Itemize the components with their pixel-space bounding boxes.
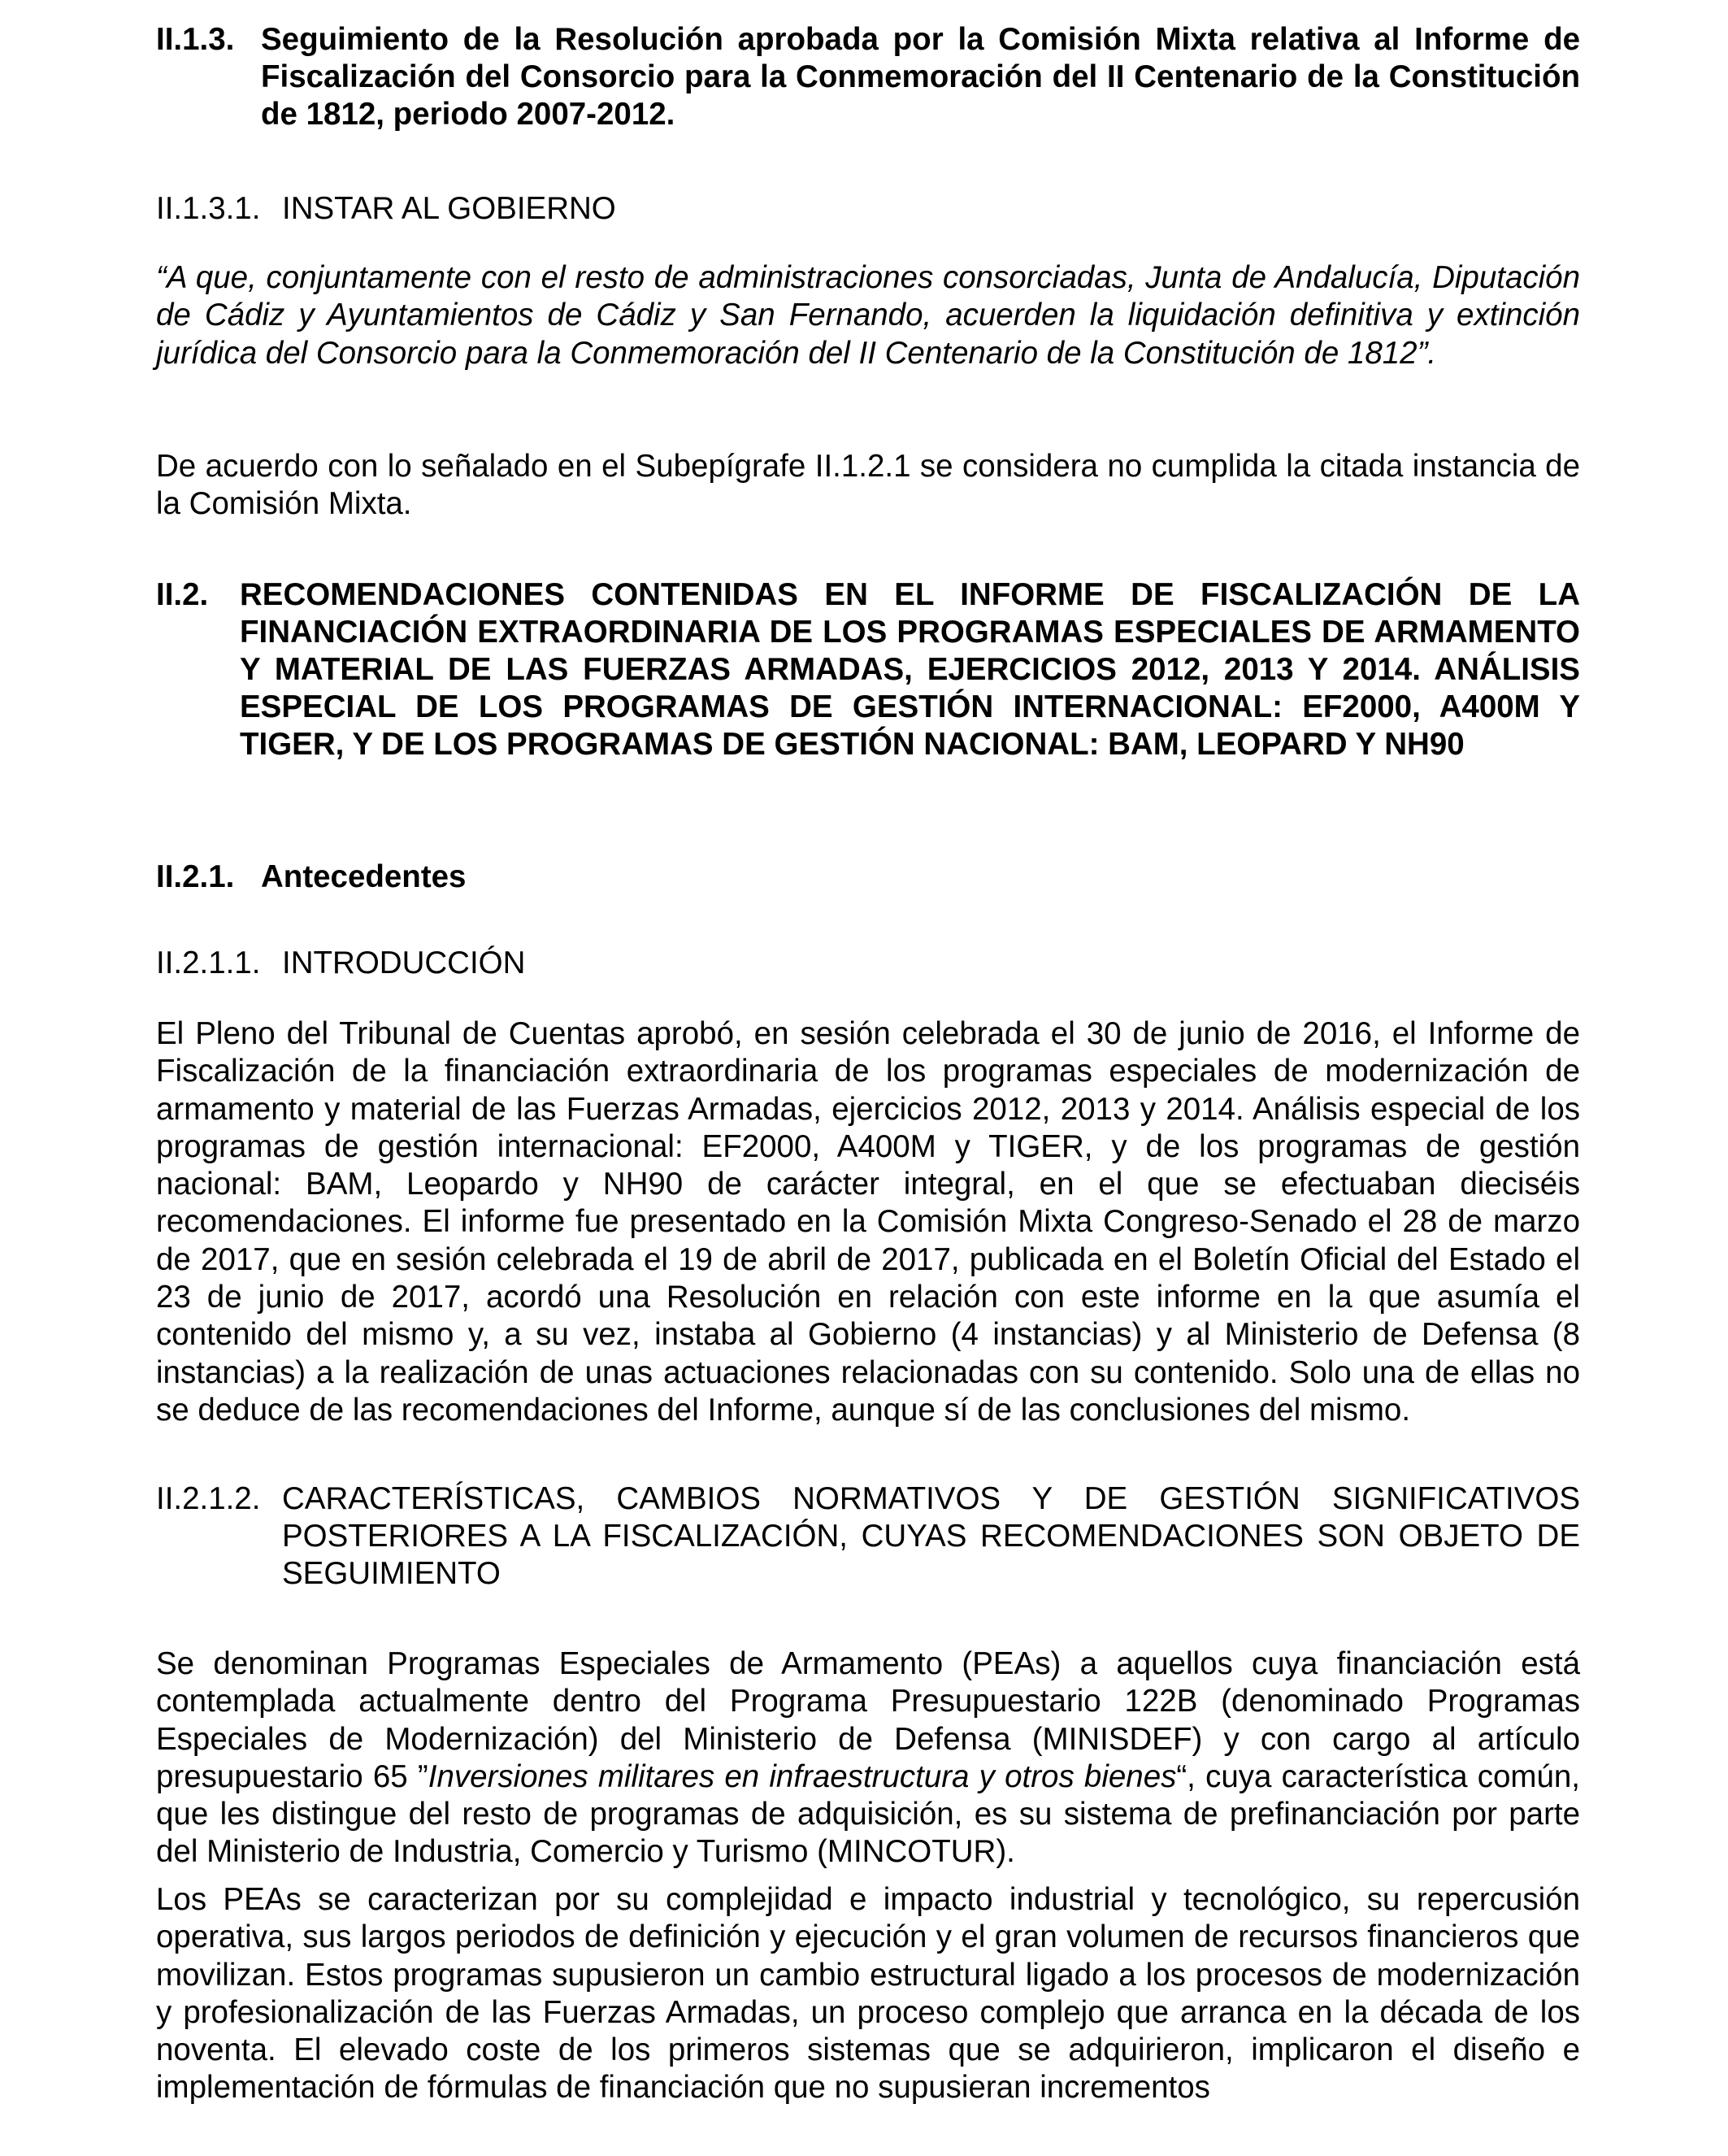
heading-title: Seguimiento de la Resolución aprobada por la Comisión Mixta relativa al Informe de Fiscalización del Consorcio para la Conmemoración del II Centenario de la Constitución de 1812, periodo 2007-2012. (261, 22, 1580, 132)
body-paragraph (156, 1645, 1580, 1871)
heading-number: II.1.3. (156, 22, 235, 57)
heading-number: II.1.3.1. (156, 191, 261, 226)
heading-number: II.2.1. (156, 859, 235, 894)
heading-number: II.2.1.2. (156, 1481, 261, 1516)
quote-paragraph: “A que, conjuntamente con el resto de administraciones consorciadas, Junta de Andalucía, Diputación de Cádiz y Ayuntamientos de Cádiz y San Fernando, acuerden la liquidación definitiva y extinción jurídica del Consorcio para la Conmemoración del II Centenario de la Constitución de 1812”. (156, 260, 1580, 371)
heading-title: INSTAR AL GOBIERNO (282, 191, 616, 226)
heading-ii-2-1-2 (156, 1480, 1580, 1593)
heading-title: CARACTERÍSTICAS, CAMBIOS NORMATIVOS Y DE GESTIÓN SIGNIFICATIVOS POSTERIORES A LA FISCALIZACIÓN, CUYAS RECOMENDACIONES SON OBJETO DE SEGUIMIENTO (282, 1481, 1580, 1591)
heading-ii-1-3-1 (156, 190, 1580, 228)
heading-ii-2-1 (156, 858, 1580, 896)
paragraph-text: “, cuya característica común, que les distingue del resto de programas de adquisición, es su sistema de prefinanciación por parte del Ministerio de Industria, Comercio y Turismo (MINCOTUR). (156, 1758, 1580, 1870)
paragraph-text: Se denominan Programas Especiales de Armamento (PEAs) a aquellos cuya financiación está contemplada actualmente dentro del Programa Presupuestario 122B (denominado Programas Especiales de Modernización) del Ministerio de Defensa (MINISDEF) y con cargo al artículo presupuestario 65 ” (156, 1646, 1580, 1794)
heading-number: II.2. (156, 577, 209, 612)
heading-ii-1-3 (156, 21, 1580, 133)
heading-title: INTRODUCCIÓN (282, 945, 526, 980)
body-paragraph: Los PEAs se caracterizan por su complejidad e impacto industrial y tecnológico, su repercusión operativa, sus largos periodos de definición y ejecución y el gran volumen de recursos financieros que movilizan. Estos programas supusieron un cambio estructural ligado a los procesos de modernización y profesionalización de las Fuerzas Armadas, un proceso complejo que arranca en la década de los noventa. El elevado coste de los primeros sistemas que se adquirieron, implicaron el diseño e implementación de fórmulas de financiación que no supusieran incrementos (156, 1882, 1580, 2106)
body-paragraph: El Pleno del Tribunal de Cuentas aprobó, en sesión celebrada el 30 de junio de 2016, el Informe de Fiscalización de la financiación extraordinaria de los programas especiales de modernización de armamento y material de las Fuerzas Armadas, ejercicios 2012, 2013 y 2014. Análisis especial de los programas de gestión internacional: EF2000, A400M y TIGER, y de los programas de gestión nacional: BAM, Leopardo y NH90 de carácter integral, en el que se efectuaban dieciséis recomendaciones. El informe fue presentado en la Comisión Mixta Congreso-Senado el 28 de marzo de 2017, que en sesión celebrada el 19 de abril de 2017, publicada en el Boletín Oficial del Estado el 23 de junio de 2017, acordó una Resolución en relación con este informe en la que asumía el contenido del mismo y, a su vez, instaba al Gobierno (4 instancias) y al Ministerio de Defensa (8 instancias) a la realización de unas actuaciones relacionadas con su contenido. Solo una de ellas no se deduce de las recomendaciones del Informe, aunque sí de las conclusiones del mismo. (156, 1016, 1580, 1428)
heading-title: RECOMENDACIONES CONTENIDAS EN EL INFORME DE FISCALIZACIÓN DE LA FINANCIACIÓN EXTRAORDINARIA DE LOS PROGRAMAS ESPECIALES DE ARMAMENTO Y MATERIAL DE LAS FUERZAS ARMADAS, EJERCICIOS 2012, 2013 Y 2014. ANÁLISIS ESPECIAL DE LOS PROGRAMAS DE GESTIÓN INTERNACIONAL: EF2000, A400M Y TIGER, Y DE LOS PROGRAMAS DE GESTIÓN NACIONAL: BAM, LEOPARD Y NH90 (240, 577, 1580, 762)
heading-number: II.2.1.1. (156, 945, 261, 980)
paragraph-italic-text: Inversiones militares en infraestructura y otros bienes (428, 1758, 1177, 1794)
heading-ii-2-1-1 (156, 945, 1580, 982)
heading-title: Antecedentes (261, 859, 467, 894)
body-paragraph: De acuerdo con lo señalado en el Subepígrafe II.1.2.1 se considera no cumplida la citada instancia de la Comisión Mixta. (156, 449, 1580, 522)
heading-ii-2 (156, 576, 1580, 763)
